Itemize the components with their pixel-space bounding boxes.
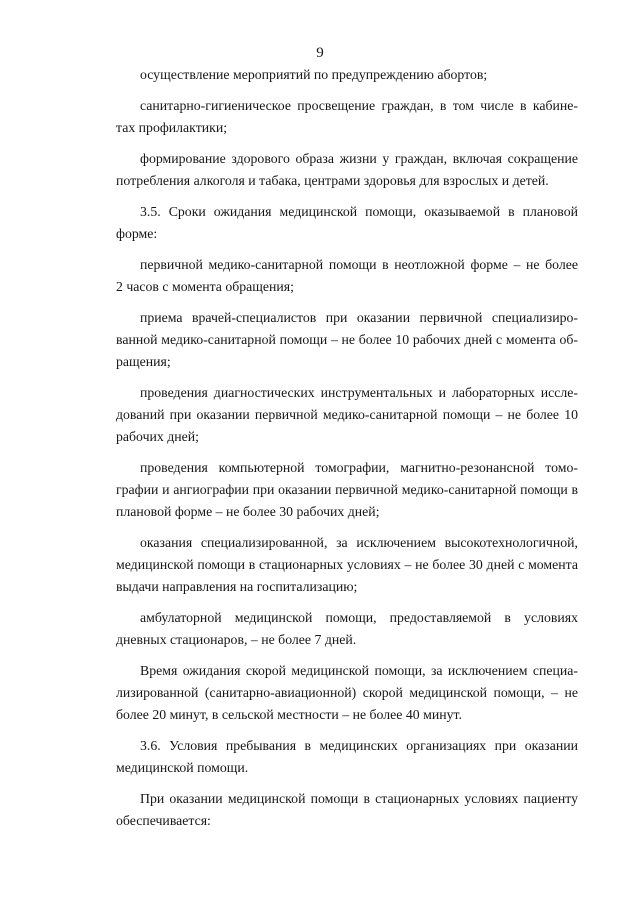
text-line: лизированной (санитарно-авиационной) скорой медицинской помощи, – не — [116, 685, 578, 700]
section-heading-line: медицинской помощи. — [116, 760, 249, 775]
section-heading-line: 3.6. Условия пребывания в медицинских организациях при оказании — [140, 738, 578, 753]
text-line: графии и ангиографии при оказании первичной медико-санитарной помощи в — [116, 482, 578, 497]
text-line: формирование здорового образа жизни у граждан, включая сокращение — [140, 151, 578, 166]
text-line: ванной медико-санитарной помощи – не более 10 рабочих дней с момента об- — [116, 332, 578, 347]
text-line: плановой форме – не более 30 рабочих дней; — [116, 504, 380, 519]
text-line: обеспечивается: — [116, 813, 211, 828]
text-line: первичной медико-санитарной помощи в неотложной форме – не более — [140, 257, 578, 272]
section-heading-line: форме: — [116, 226, 158, 241]
text-line: проведения диагностических инструментальных и лабораторных иссле- — [140, 385, 578, 400]
text-line: амбулаторной медицинской помощи, предоставляемой в условиях — [140, 610, 578, 625]
document-body — [116, 64, 578, 832]
text-line: 2 часов с момента обращения; — [116, 279, 294, 294]
text-line: проведения компьютерной томографии, магнитно-резонансной томо- — [140, 460, 578, 475]
text-line: оказания специализированной, за исключением высокотехнологичной, — [140, 535, 578, 550]
text-line: осуществление мероприятий по предупреждению абортов; — [140, 67, 488, 82]
text-line: Время ожидания скорой медицинской помощи, за исключением специа- — [140, 663, 578, 678]
text-line: выдачи направления на госпитализацию; — [116, 579, 358, 594]
text-line: приема врачей-специалистов при оказании первичной специализиро- — [140, 310, 578, 325]
text-line: более 20 минут, в сельской местности – не более 40 минут. — [116, 707, 462, 722]
text-line: медицинской помощи в стационарных условиях – не более 30 дней с момента — [116, 557, 578, 572]
text-line: ращения; — [116, 354, 171, 369]
text-line: санитарно-гигиеническое просвещение граждан, в том числе в кабине- — [140, 98, 578, 113]
text-line: потребления алкоголя и табака, центрами здоровья для взрослых и детей. — [116, 173, 549, 188]
page-number: 9 — [316, 45, 324, 61]
section-heading-line: 3.5. Сроки ожидания медицинской помощи, оказываемой в плановой — [140, 204, 578, 219]
text-line: дований при оказании первичной медико-санитарной помощи – не более 10 — [116, 407, 578, 422]
text-line: При оказании медицинской помощи в стационарных условиях пациенту — [140, 791, 578, 806]
text-line: тах профилактики; — [116, 120, 228, 135]
text-line: рабочих дней; — [116, 429, 199, 444]
text-line: дневных стационаров, – не более 7 дней. — [116, 632, 357, 647]
